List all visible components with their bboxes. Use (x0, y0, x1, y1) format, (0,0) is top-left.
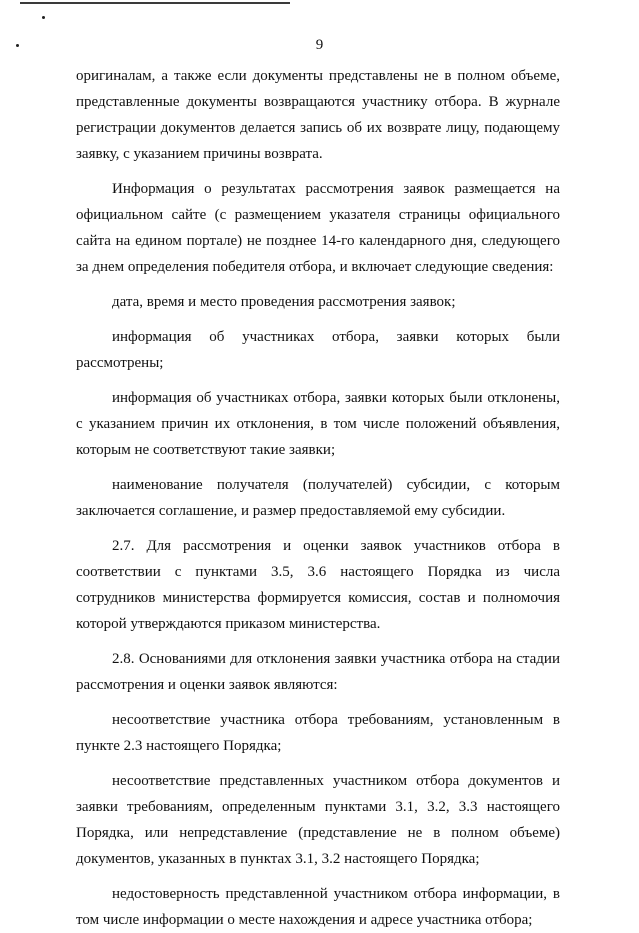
scan-edge-line (20, 2, 290, 4)
list-item: информация об участниках отбора, заявки которых были отклонены, с указанием причин их отклонения, в том числе положений объявления, которым не соответствуют такие заявки; (76, 390, 560, 458)
paragraph: 2.8. Основаниями для отклонения заявки участника отбора на стадии рассмотрения и оценки заявок являются: (76, 651, 560, 693)
paragraph: оригиналам, а также если документы представлены не в полном объеме, представленные документы возвращаются участнику отбора. В журнале регистрации документов делается запись об их возврате лицу, подающему заявку, с указанием причины возврата. (76, 68, 560, 162)
list-item: дата, время и место проведения рассмотрения заявок; (112, 294, 456, 310)
paragraph: 2.7. Для рассмотрения и оценки заявок участников отбора в соответствии с пунктами 3.5, 3.6 настоящего Порядка из числа сотрудников министерства формируется комиссия, состав и полномочия которой утверждаются приказом министерства. (76, 538, 560, 632)
list-item: несоответствие представленных участником отбора документов и заявки требованиям, определенным пунктами 3.1, 3.2, 3.3 настоящего Порядка, или непредставление (представление не в полном объеме) документов, указанных в пунктах 3.1, 3.2 настоящего Порядка; (76, 773, 560, 867)
body-text (76, 63, 560, 933)
list-item: информация об участниках отбора, заявки которых были рассмотрены; (76, 329, 560, 371)
list-item: наименование получателя (получателей) субсидии, с которым заключается соглашение, и размер предоставляемой ему субсидии. (76, 477, 560, 519)
scan-speck (42, 16, 45, 19)
page-number: 9 (315, 37, 324, 53)
paragraph: Информация о результатах рассмотрения заявок размещается на официальном сайте (с размещением указателя страницы официального сайта на едином портале) не позднее 14-го календарного дня, следующего за днем определения победителя отбора, и включает следующие сведения: (76, 181, 560, 275)
list-item: недостоверность представленной участником отбора информации, в том числе информации о месте нахождения и адресе участника отбора; (76, 886, 560, 928)
list-item: несоответствие участника отбора требованиям, установленным в пункте 2.3 настоящего Порядка; (76, 712, 560, 754)
